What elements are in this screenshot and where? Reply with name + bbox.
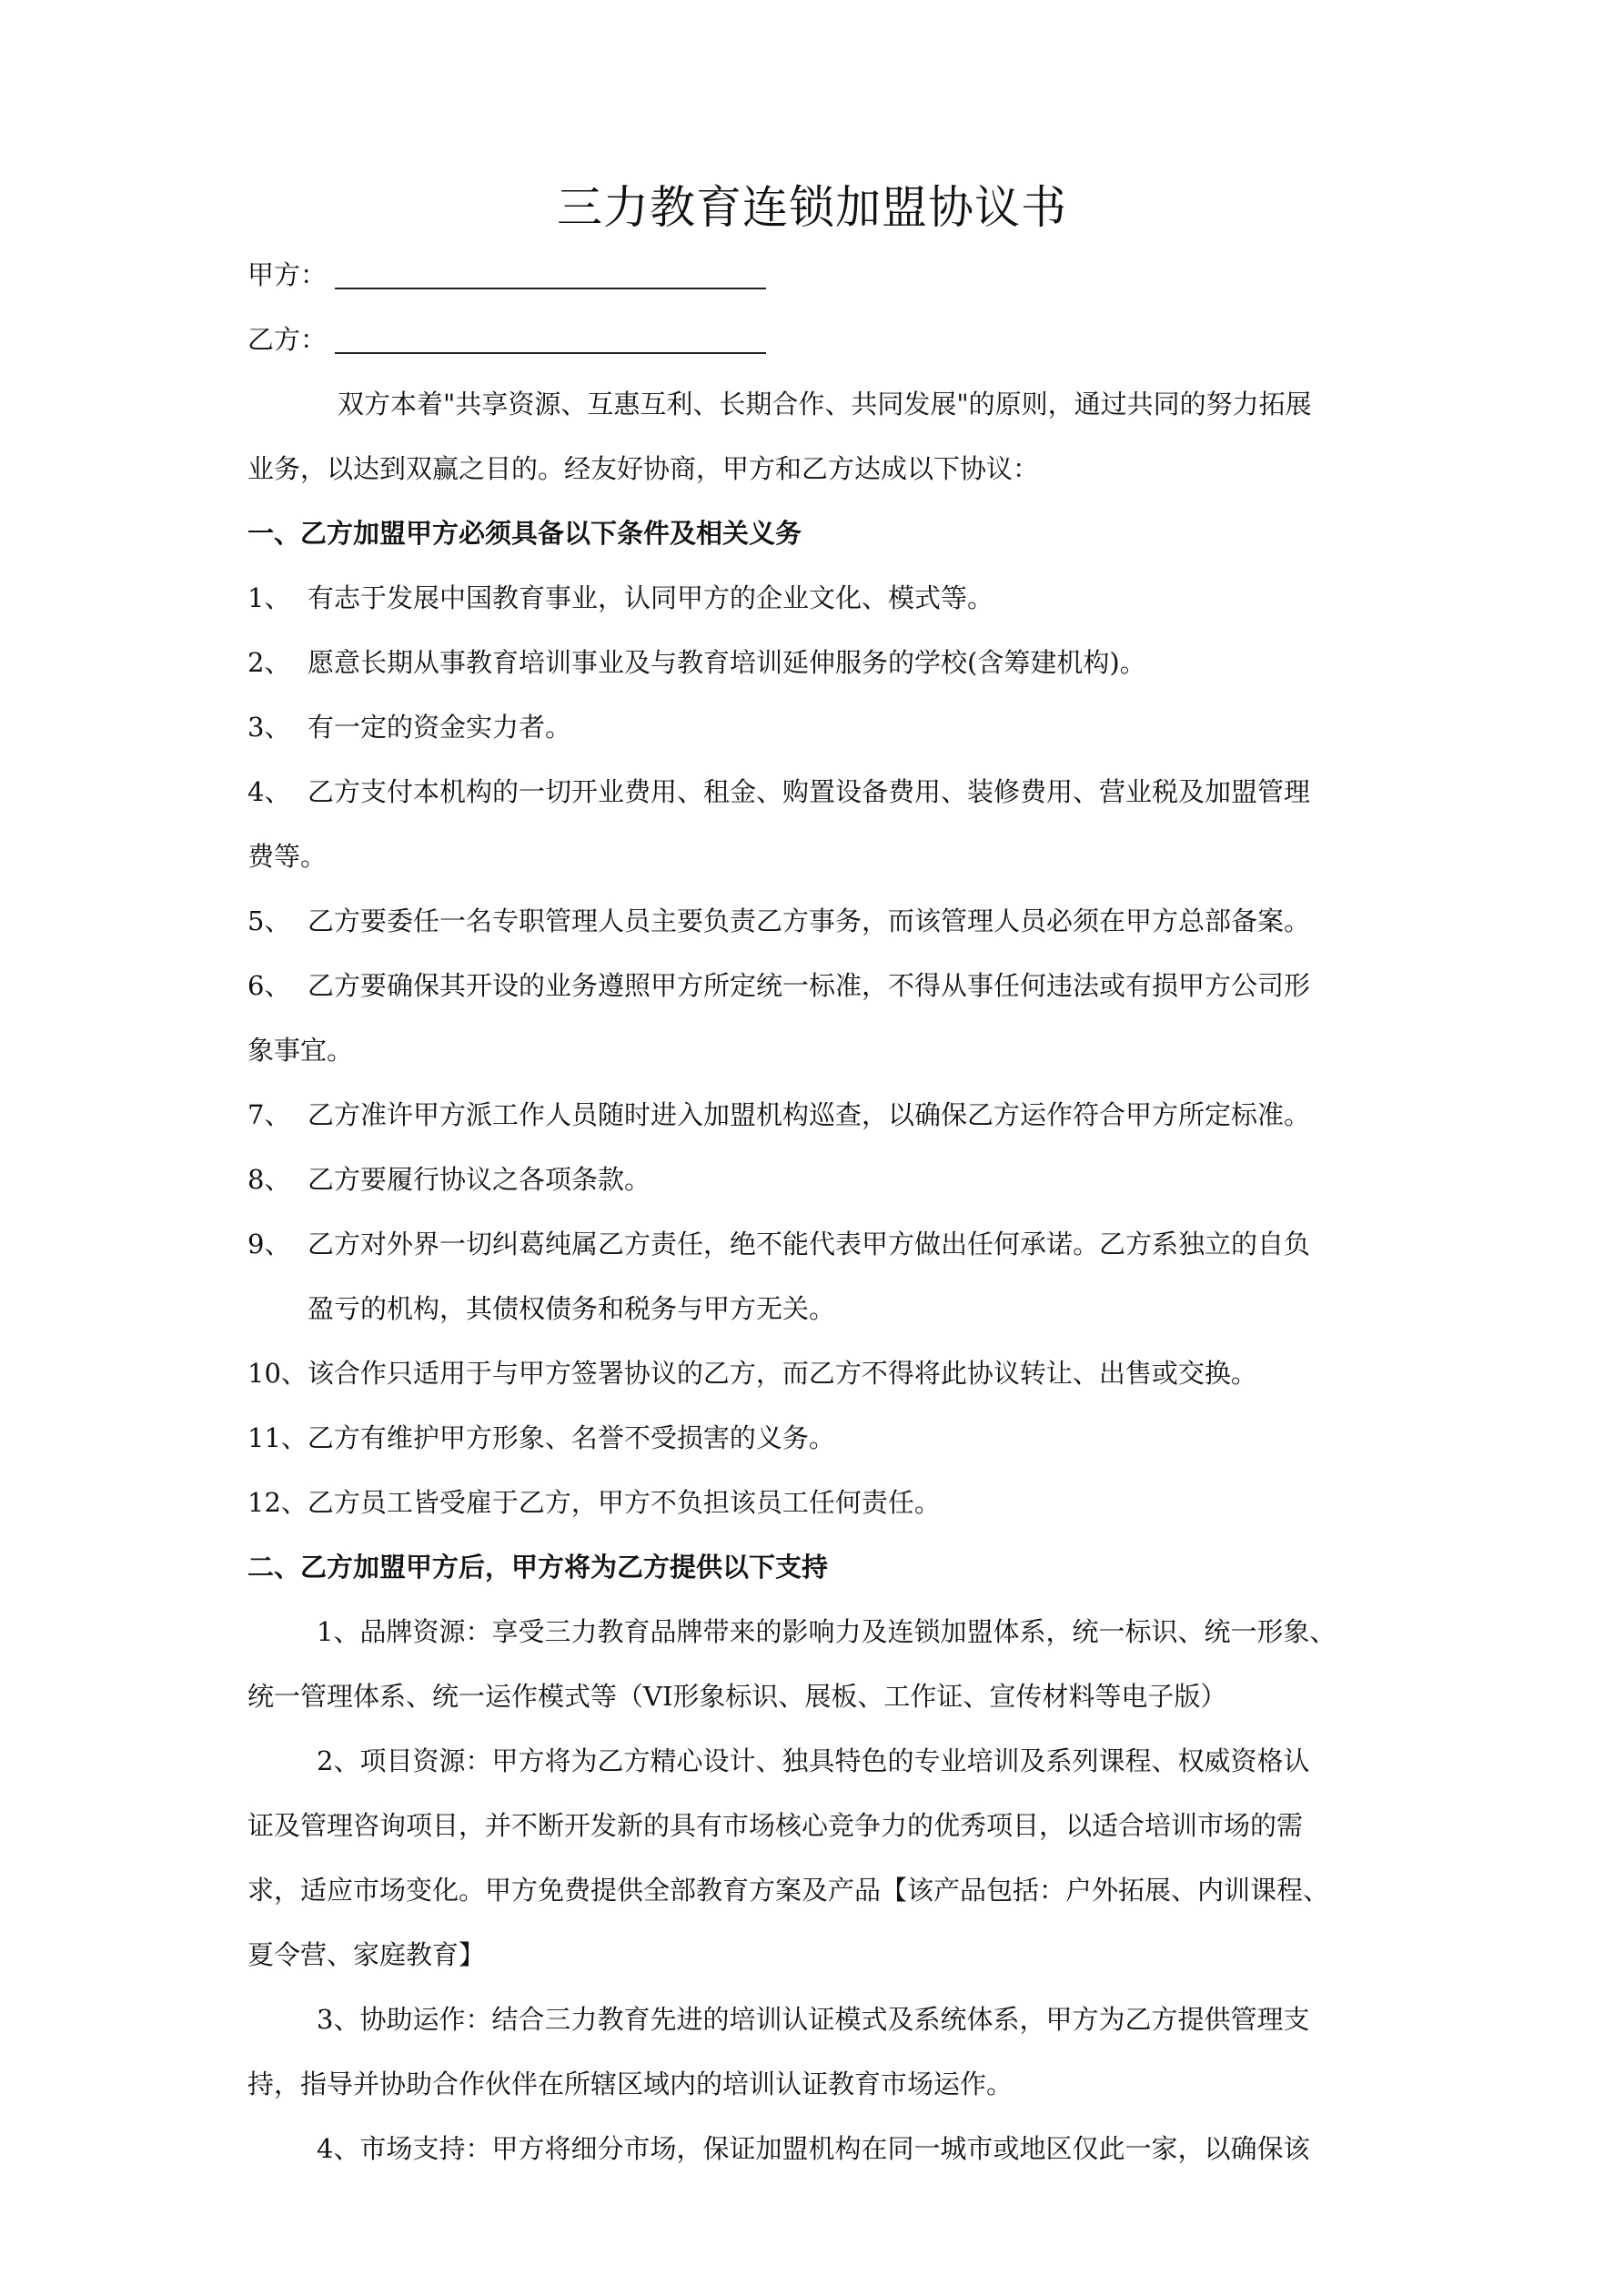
clause-6-cont: 象事宜。 — [247, 1035, 354, 1066]
party-b-blank — [335, 352, 766, 354]
clause-5 — [247, 903, 1310, 939]
clause-10: 10、该合作只适用于与甲方签署协议的乙方，而乙方不得将此协议转让、出售或交换。 — [247, 1358, 1257, 1389]
support-1-line-1: 1、品牌资源：享受三力教育品牌带来的影响力及连锁加盟体系，统一标识、统一形象、 — [317, 1616, 1337, 1647]
clause-text: 乙方准许甲方派工作人员随时进入加盟机构巡查，以确保乙方运作符合甲方所定标准。 — [308, 1099, 1311, 1130]
support-3-line-1: 3、协助运作：结合三力教育先进的培训认证模式及系统体系，甲方为乙方提供管理支 — [317, 2004, 1310, 2035]
clause-8 — [247, 1161, 651, 1198]
support-3-line-2: 持，指导并协助合作伙伴在所辖区域内的培训认证教育市场运作。 — [247, 2068, 1014, 2099]
support-2-line-4: 夏令营、家庭教育】 — [247, 1939, 486, 1970]
clause-number: 9、 — [247, 1229, 291, 1259]
clause-3 — [247, 709, 571, 745]
clause-text: 有志于发展中国教育事业，认同甲方的企业文化、模式等。 — [308, 582, 994, 613]
support-1-line-2: 统一管理体系、统一运作模式等（VI形象标识、展板、工作证、宣传材料等电子版） — [247, 1681, 1227, 1712]
clause-number: 8、 — [247, 1164, 291, 1195]
clause-text: 乙方要委任一名专职管理人员主要负责乙方事务，而该管理人员必须在甲方总部备案。 — [308, 905, 1311, 936]
clause-number: 7、 — [247, 1099, 291, 1130]
clause-4 — [247, 774, 1310, 810]
intro-line-2: 业务，以达到双赢之目的。经友好协商，甲方和乙方达成以下协议： — [247, 453, 1040, 484]
clause-text: 乙方支付本机构的一切开业费用、租金、购置设备费用、装修费用、营业税及加盟管理 — [308, 776, 1311, 807]
intro-line-1: 双方本着"共享资源、互惠互利、长期合作、共同发展"的原则，通过共同的努力拓展 — [338, 389, 1312, 420]
clause-number: 2、 — [247, 647, 291, 678]
clause-1 — [247, 580, 994, 616]
support-2-line-1: 2、项目资源：甲方将为乙方精心设计、独具特色的专业培训及系列课程、权威资格认 — [317, 1745, 1310, 1776]
clause-number: 4、 — [247, 776, 291, 807]
clause-number: 1、 — [247, 582, 291, 613]
party-a-label: 甲方： — [247, 259, 328, 290]
support-4-line-1: 4、市场支持：甲方将细分市场，保证加盟机构在同一城市或地区仅此一家，以确保该 — [317, 2133, 1310, 2164]
section-1-heading: 一、乙方加盟甲方必须具备以下条件及相关义务 — [247, 518, 802, 549]
clause-text: 有一定的资金实力者。 — [308, 712, 572, 743]
support-2-line-3: 求，适应市场变化。甲方免费提供全部教育方案及产品【该产品包括：户外拓展、内训课程、 — [247, 1875, 1330, 1906]
clause-12: 12、乙方员工皆受雇于乙方，甲方不负担该员工任何责任。 — [247, 1487, 941, 1518]
clause-text: 乙方要履行协议之各项条款。 — [308, 1164, 651, 1195]
section-2-heading: 二、乙方加盟甲方后，甲方将为乙方提供以下支持 — [247, 1552, 829, 1583]
clause-7 — [247, 1097, 1310, 1133]
clause-text: 愿意长期从事教育培训事业及与教育培训延伸服务的学校(含筹建机构)。 — [308, 647, 1146, 678]
clause-number: 3、 — [247, 712, 291, 743]
clause-number: 5、 — [247, 905, 291, 936]
party-b-label: 乙方： — [247, 324, 328, 355]
document-title: 三力教育连锁加盟协议书 — [557, 181, 1067, 234]
support-2-line-2: 证及管理咨询项目，并不断开发新的具有市场核心竞争力的优秀项目，以适合培训市场的需 — [247, 1810, 1304, 1841]
clause-text: 乙方要确保其开设的业务遵照甲方所定统一标准，不得从事任何违法或有损甲方公司形 — [308, 970, 1311, 1001]
party-a-blank — [335, 288, 766, 289]
clause-2 — [247, 644, 1146, 681]
clause-11: 11、乙方有维护甲方形象、名誉不受损害的义务。 — [247, 1422, 835, 1453]
clause-text: 乙方对外界一切纠葛纯属乙方责任，绝不能代表甲方做出任何承诺。乙方系独立的自负 — [308, 1229, 1311, 1259]
clause-4-cont: 费等。 — [247, 841, 328, 872]
clause-number: 6、 — [247, 970, 291, 1001]
clause-9 — [247, 1226, 1310, 1262]
clause-9-cont: 盈亏的机构，其债权债务和税务与甲方无关。 — [308, 1293, 836, 1324]
clause-6 — [247, 967, 1310, 1004]
